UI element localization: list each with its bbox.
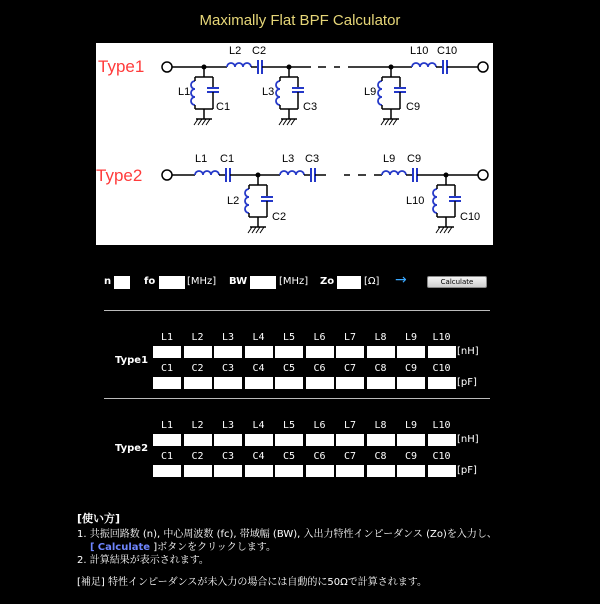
type1-c8-header: C8 (374, 363, 387, 374)
zo-label: Zo (320, 276, 335, 287)
type1-l4-header: L4 (252, 332, 265, 343)
type1-l2-header: L2 (191, 332, 204, 343)
type2-results-label: Type2 (115, 443, 149, 454)
type1-c2-header: C2 (191, 363, 204, 374)
svg-text:L9: L9 (364, 86, 377, 98)
type1-l6-header: L6 (313, 332, 326, 343)
type2-l9-output[interactable] (397, 434, 425, 446)
type2-c3-header: C3 (221, 451, 235, 462)
svg-text:C1: C1 (216, 101, 231, 113)
fo-unit: [MHz] (187, 276, 217, 287)
type1-diagram-label: Type1 (98, 57, 145, 76)
type1-l3-output[interactable] (214, 346, 242, 358)
type1-l5-header: L5 (282, 332, 296, 343)
instructions-heading: [使い方] (77, 512, 121, 525)
type2-l-unit: [nH] (457, 434, 479, 445)
type1-l1-header: L1 (160, 332, 174, 343)
type1-c10-header: C10 (432, 363, 451, 374)
type2-c8-output[interactable] (367, 465, 395, 477)
type2-l6-header: L6 (313, 420, 326, 431)
type2-l9-header: L9 (404, 420, 418, 431)
type1-c-unit: [pF] (457, 377, 477, 388)
type2-c7-header: C7 (343, 451, 357, 462)
fo-label: fo (144, 276, 156, 287)
type2-c5-output[interactable] (275, 465, 303, 477)
instruction-calculate-ref: Calculate (97, 542, 151, 553)
divider-middle (104, 398, 490, 399)
type2-c6-output[interactable] (306, 465, 334, 477)
type2-c4-output[interactable] (245, 465, 273, 477)
svg-text:C10: C10 (460, 211, 481, 223)
type2-l2-output[interactable] (184, 434, 212, 446)
type2-c10-output[interactable] (428, 465, 456, 477)
type1-l7-header: L7 (343, 332, 357, 343)
n-input[interactable] (114, 276, 130, 289)
type1-c9-output[interactable] (397, 377, 425, 389)
type1-c9-header: C9 (404, 363, 418, 374)
svg-text:C9: C9 (407, 153, 422, 165)
svg-text:L1: L1 (195, 153, 208, 165)
type2-l3-output[interactable] (214, 434, 242, 446)
type1-l9-header: L9 (404, 332, 418, 343)
page-title: Maximally Flat BPF Calculator (199, 12, 401, 29)
type1-l7-output[interactable] (336, 346, 364, 358)
type1-c7-output[interactable] (336, 377, 364, 389)
type1-c1-header: C1 (160, 363, 174, 374)
type1-l3-header: L3 (221, 332, 235, 343)
type2-c9-header: C9 (404, 451, 418, 462)
instruction-note: [補足] 特性インピーダンスが未入力の場合には自動的に50Ωで計算されます。 (77, 577, 427, 588)
type1-l9-output[interactable] (397, 346, 425, 358)
type1-l2-output[interactable] (184, 346, 212, 358)
type1-c1-output[interactable] (153, 377, 181, 389)
type2-l8-output[interactable] (367, 434, 395, 446)
type1-c3-output[interactable] (214, 377, 242, 389)
instruction-step1-tail: ]ボタンをクリックします。 (153, 542, 276, 553)
type2-c1-output[interactable] (153, 465, 181, 477)
type2-l5-output[interactable] (275, 434, 303, 446)
divider-top (104, 310, 490, 311)
type2-c1-header: C1 (160, 451, 174, 462)
svg-text:C10: C10 (437, 45, 458, 57)
type1-l-unit: [nH] (457, 346, 479, 357)
type2-c2-header: C2 (191, 451, 204, 462)
type2-c-unit: [pF] (457, 465, 477, 476)
svg-text:C2: C2 (272, 211, 287, 223)
type1-l10-header: L10 (432, 332, 451, 343)
instruction-bracket-open: [ (90, 542, 95, 553)
type2-l1-output[interactable] (153, 434, 181, 446)
type2-l3-header: L3 (221, 420, 235, 431)
type1-l4-output[interactable] (245, 346, 273, 358)
type2-c4-header: C4 (252, 451, 265, 462)
type2-l1-header: L1 (160, 420, 174, 431)
bw-unit: [MHz] (279, 276, 309, 287)
zo-unit: [Ω] (364, 276, 380, 287)
n-label: n (104, 276, 112, 287)
type2-c9-output[interactable] (397, 465, 425, 477)
type2-l5-header: L5 (282, 420, 296, 431)
type1-c3-header: C3 (221, 363, 235, 374)
type2-l6-output[interactable] (306, 434, 334, 446)
type2-l8-header: L8 (374, 420, 387, 431)
type1-c6-header: C6 (313, 363, 326, 374)
type1-c10-output[interactable] (428, 377, 456, 389)
type1-c6-output[interactable] (306, 377, 334, 389)
type2-c7-output[interactable] (336, 465, 364, 477)
type1-l8-output[interactable] (367, 346, 395, 358)
bw-input[interactable] (250, 276, 276, 289)
type1-l6-output[interactable] (306, 346, 334, 358)
type2-l7-output[interactable] (336, 434, 364, 446)
fo-input[interactable] (159, 276, 185, 289)
svg-text:L2: L2 (227, 195, 240, 207)
type1-l8-header: L8 (374, 332, 387, 343)
type1-c8-output[interactable] (367, 377, 395, 389)
arrow-icon: → (395, 272, 407, 288)
type2-c2-output[interactable] (184, 465, 212, 477)
type1-c7-header: C7 (343, 363, 357, 374)
type2-l7-header: L7 (343, 420, 357, 431)
type2-l10-output[interactable] (428, 434, 456, 446)
type1-l5-output[interactable] (275, 346, 303, 358)
type2-l2-header: L2 (191, 420, 204, 431)
type1-c5-output[interactable] (275, 377, 303, 389)
type1-l1-output[interactable] (153, 346, 181, 358)
instruction-step1: 1. 共振回路数 (n), 中心周波数 (fc), 帯域幅 (BW), 入出力特性インピーダンス (Zo)を入力し、 (77, 529, 497, 540)
type2-l10-header: L10 (432, 420, 451, 431)
svg-text:C9: C9 (406, 101, 421, 113)
svg-text:L10: L10 (406, 195, 425, 207)
type2-c10-header: C10 (432, 451, 451, 462)
svg-text:C2: C2 (252, 45, 267, 57)
svg-text:L2: L2 (229, 45, 242, 57)
bw-label: BW (229, 276, 248, 287)
type1-c5-header: C5 (282, 363, 296, 374)
calculate-button[interactable]: Calculate (427, 276, 487, 288)
type2-c6-header: C6 (313, 451, 326, 462)
type2-c3-output[interactable] (214, 465, 242, 477)
svg-text:L3: L3 (262, 86, 275, 98)
type2-diagram-label: Type2 (96, 166, 143, 185)
circuit-diagram (96, 43, 493, 245)
svg-text:L3: L3 (282, 153, 295, 165)
type2-l4-header: L4 (252, 420, 265, 431)
type2-c8-header: C8 (374, 451, 387, 462)
type1-results-label: Type1 (115, 355, 149, 366)
instruction-step2: 2. 計算結果が表示されます。 (77, 555, 209, 566)
svg-text:C3: C3 (303, 101, 318, 113)
svg-text:L1: L1 (178, 86, 191, 98)
type1-c4-output[interactable] (245, 377, 273, 389)
svg-text:C3: C3 (305, 153, 320, 165)
svg-text:L10: L10 (410, 45, 429, 57)
type2-c5-header: C5 (282, 451, 296, 462)
type1-c2-output[interactable] (184, 377, 212, 389)
type1-l10-output[interactable] (428, 346, 456, 358)
zo-input[interactable] (337, 276, 361, 289)
type2-l4-output[interactable] (245, 434, 273, 446)
svg-text:L9: L9 (383, 153, 396, 165)
svg-text:C1: C1 (220, 153, 235, 165)
type1-c4-header: C4 (252, 363, 265, 374)
